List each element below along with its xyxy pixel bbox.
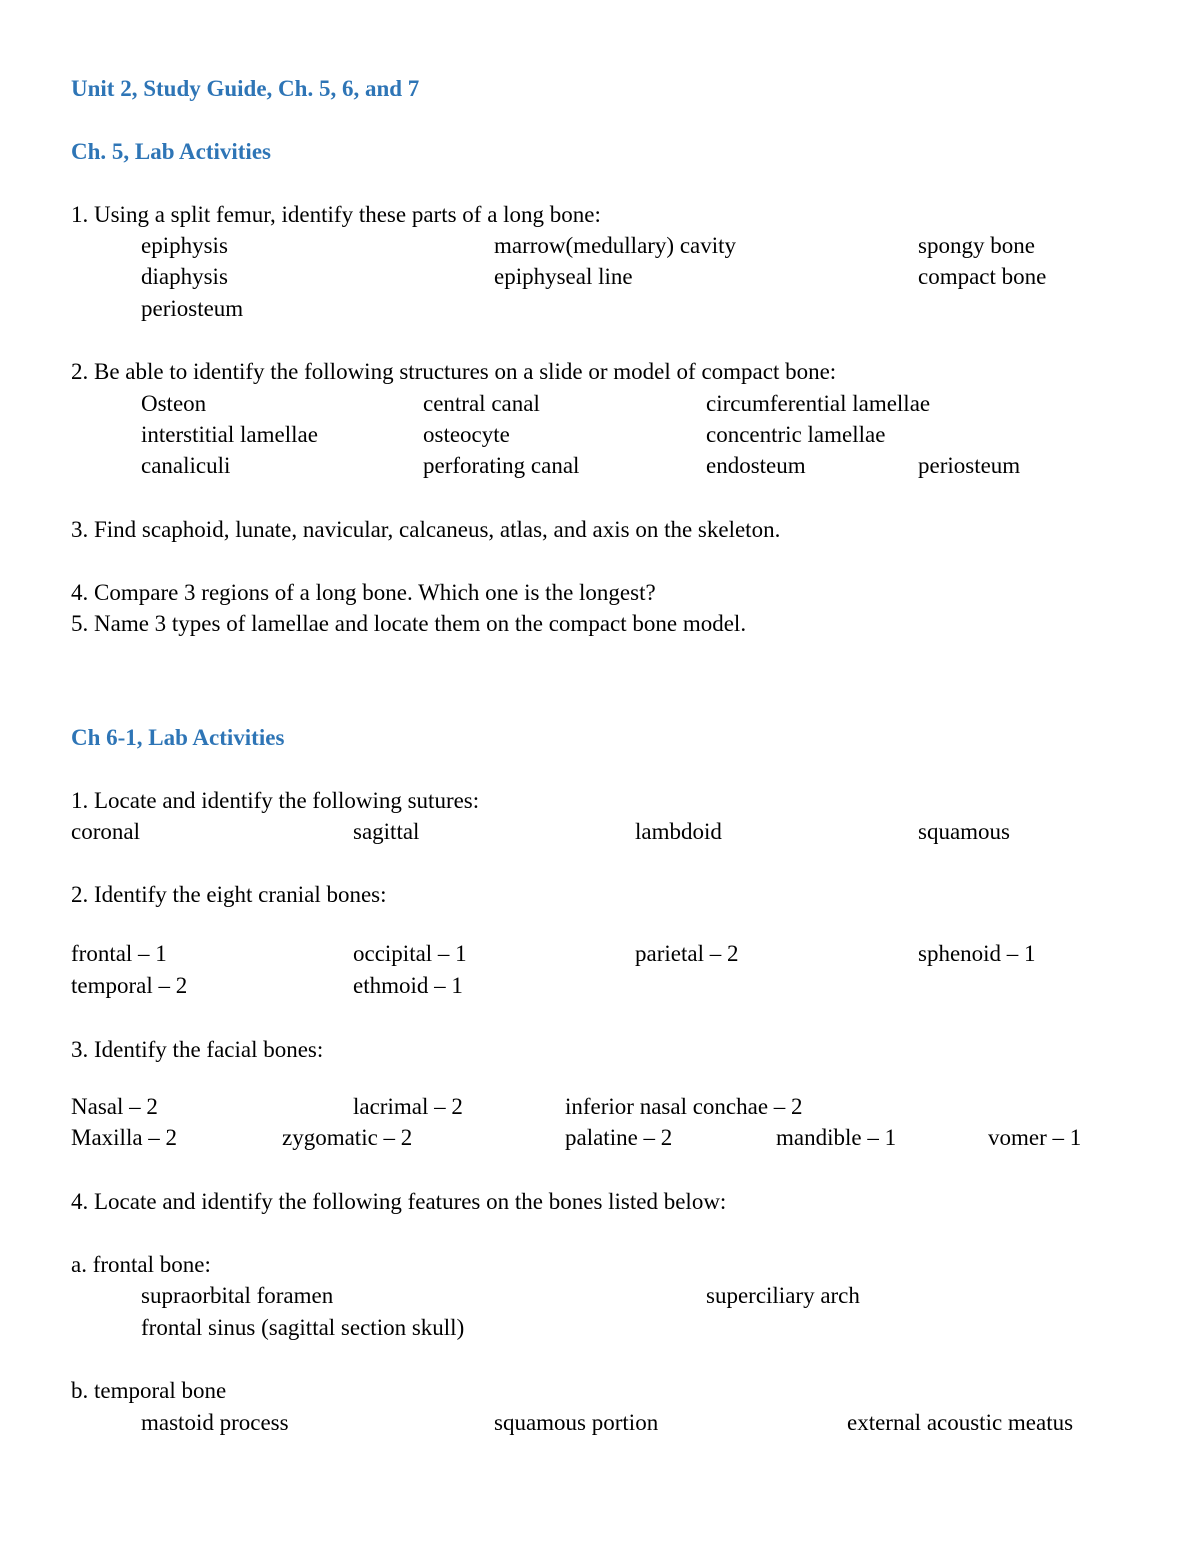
ch5-q1-item: marrow(medullary) cavity [494, 233, 737, 258]
ch6-q2-item: temporal – 2 [71, 973, 188, 998]
ch6-q3-item: mandible – 1 [776, 1125, 897, 1150]
ch6-q4-text: 4. Locate and identify the following features on the bones listed below: [71, 1189, 727, 1214]
ch6-q3-item: vomer – 1 [988, 1125, 1082, 1150]
ch5-q2-item: interstitial lamellae [141, 422, 318, 447]
ch5-q1-item: epiphysis [141, 233, 228, 258]
ch5-q4-text: 4. Compare 3 regions of a long bone. Which one is the longest? [71, 580, 656, 605]
ch6-q2-item: sphenoid – 1 [918, 941, 1036, 966]
ch5-q1-item: epiphyseal line [494, 264, 633, 289]
ch5-q3-text: 3. Find scaphoid, lunate, navicular, calcaneus, atlas, and axis on the skeleton. [71, 517, 781, 542]
ch6-q1-item: coronal [71, 819, 140, 844]
ch6-q1-item: lambdoid [635, 819, 722, 844]
ch5-q1-item: periosteum [141, 296, 244, 321]
ch6-q2-item: occipital – 1 [353, 941, 467, 966]
ch6-q4b-item: external acoustic meatus [847, 1410, 1074, 1435]
ch5-q2-item: canaliculi [141, 453, 231, 478]
ch6-q2-item: frontal – 1 [71, 941, 167, 966]
ch5-q2-item: Osteon [141, 391, 207, 416]
ch5-q2-item: perforating canal [423, 453, 580, 478]
ch5-q2-item: central canal [423, 391, 540, 416]
ch6-q4a-item: superciliary arch [706, 1283, 860, 1308]
ch5-q1-item: diaphysis [141, 264, 228, 289]
ch6-q4a-label: a. frontal bone: [71, 1252, 211, 1277]
ch6-q4b-item: squamous portion [494, 1410, 659, 1435]
document-title: Unit 2, Study Guide, Ch. 5, 6, and 7 [71, 76, 420, 101]
ch6-heading: Ch 6-1, Lab Activities [71, 725, 285, 750]
ch6-q3-text: 3. Identify the facial bones: [71, 1037, 324, 1062]
ch6-q2-text: 2. Identify the eight cranial bones: [71, 882, 387, 907]
ch5-q2-item: concentric lamellae [706, 422, 886, 447]
ch5-q2-text: 2. Be able to identify the following structures on a slide or model of compact bone: [71, 359, 837, 384]
ch5-q1-item: spongy bone [918, 233, 1035, 258]
ch5-q2-item: periosteum [918, 453, 1021, 478]
ch6-q4b-item: mastoid process [141, 1410, 289, 1435]
ch6-q1-item: sagittal [353, 819, 420, 844]
ch6-q2-item: ethmoid – 1 [353, 973, 463, 998]
ch5-q5-text: 5. Name 3 types of lamellae and locate them on the compact bone model. [71, 611, 747, 636]
ch6-q3-item: Nasal – 2 [71, 1094, 158, 1119]
ch6-q3-item: inferior nasal conchae – 2 [565, 1094, 803, 1119]
ch6-q1-item: squamous [918, 819, 1010, 844]
ch5-q1-text: 1. Using a split femur, identify these parts of a long bone: [71, 202, 601, 227]
ch6-q3-item: zygomatic – 2 [282, 1125, 413, 1150]
ch6-q4a-item: frontal sinus (sagittal section skull) [141, 1315, 465, 1340]
ch5-heading: Ch. 5, Lab Activities [71, 139, 271, 164]
ch6-q4a-item: supraorbital foramen [141, 1283, 334, 1308]
ch5-q1-item: compact bone [918, 264, 1047, 289]
ch5-q2-item: endosteum [706, 453, 806, 478]
ch6-q3-item: Maxilla – 2 [71, 1125, 178, 1150]
ch6-q2-item: parietal – 2 [635, 941, 739, 966]
ch5-q2-item: osteocyte [423, 422, 510, 447]
ch6-q3-item: palatine – 2 [565, 1125, 673, 1150]
ch6-q3-item: lacrimal – 2 [353, 1094, 463, 1119]
ch6-q1-text: 1. Locate and identify the following sutures: [71, 788, 480, 813]
ch6-q4b-label: b. temporal bone [71, 1378, 227, 1403]
ch5-q2-item: circumferential lamellae [706, 391, 931, 416]
